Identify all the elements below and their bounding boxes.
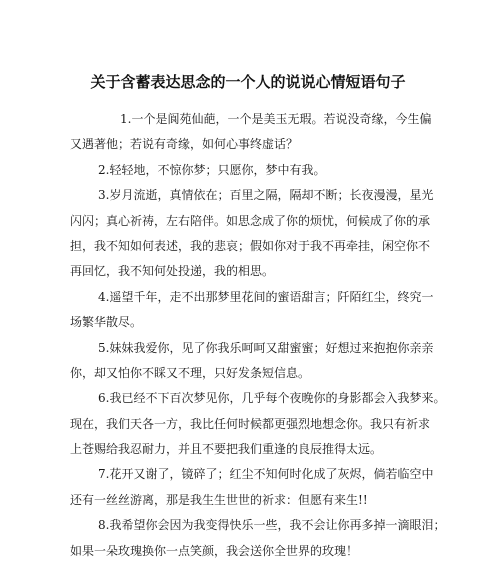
- paragraph-line: 场繁华散尽。: [70, 315, 143, 330]
- paragraph-line: 还有一丝丝游离，那是我生生世世的祈求：但愿有来生!!: [70, 492, 368, 507]
- paragraph-line: 4.遥望千年，走不出那梦里花间的蜜语甜言；阡陌红尘，终究一: [98, 289, 434, 304]
- paragraph-line: 现在，我们天各一方，我比任何时候都更强烈地想念你。我只有祈求: [70, 416, 431, 431]
- paragraph-6: [70, 386, 446, 462]
- paragraph-line: 8.我希望你会因为我变得快乐一些，我不会让你再多掉一滴眼泪；: [98, 518, 446, 533]
- paragraph-line: 又遇著他；若说有奇缘，如何心事终虚话？: [70, 137, 299, 152]
- paragraph-5: [70, 336, 434, 387]
- paragraph-line: 5.妹妹我爱你，见了你我乐呵呵又甜蜜蜜；好想过来抱抱你亲亲: [98, 340, 434, 355]
- paragraph-line: 1.一个是阆苑仙葩，一个是美玉无瑕。若说没奇缘，今生偏: [120, 112, 432, 126]
- paragraph-line: 2.轻轻地，不惊你梦；只愿你，梦中有我。: [98, 162, 326, 177]
- paragraph-line: 如果一朵玫瑰换你一点笑颜，我会送你全世界的玫瑰！: [70, 543, 359, 558]
- paragraph-line: 闪闪；真心祈祷，左右陪伴。如思念成了你的烦忧，何候成了你的承: [70, 213, 431, 228]
- paragraph-line: 7.花开又谢了，镜碎了；红尘不知何时化成了灰烬，倘若临空中: [98, 467, 434, 482]
- paragraph-1: [70, 107, 430, 158]
- paragraph-3: [70, 183, 434, 285]
- paragraph-line: 6.我已经不下百次梦见你，几乎每个夜晚你的身影都会入我梦来。: [98, 391, 446, 406]
- paragraph-line: 担，我不知如何表述，我的悲哀；假如你对于我不再牵挂，闲空你不: [70, 238, 431, 253]
- paragraph-line: 再回忆，我不知何处投递，我的相思。: [70, 264, 275, 279]
- paragraph-4: [70, 285, 434, 336]
- document-body: [70, 107, 446, 561]
- paragraph-2: [70, 158, 430, 183]
- paragraph-line: 3.岁月流逝，真情依在；百里之隔，隔却不断；长夜漫漫，星光: [98, 188, 434, 203]
- paragraph-8: [70, 513, 446, 561]
- paragraph-7: [70, 462, 434, 513]
- document-title: 关于含蓄表达思念的一个人的说说心情短语句子: [90, 73, 406, 91]
- paragraph-line: 上苍赐给我忍耐力，并且不要把我们重逢的良辰推得太远。: [70, 442, 383, 457]
- paragraph-line: 你，却又怕你不睬又不理，只好发条短信息。: [70, 365, 311, 380]
